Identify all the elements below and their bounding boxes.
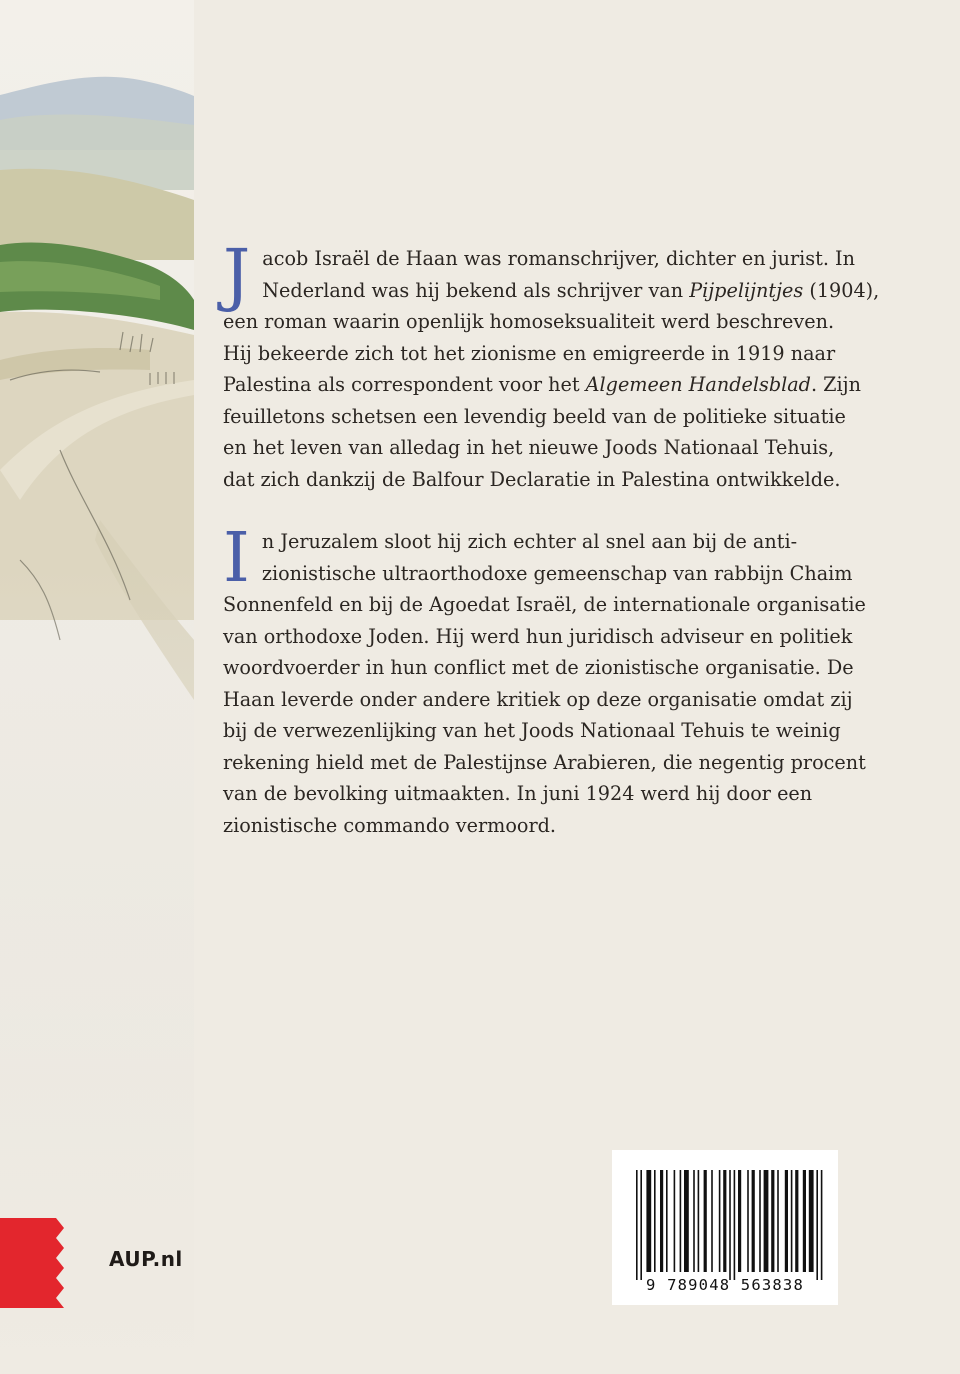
barcode-bar (684, 1170, 689, 1272)
barcode-bar (640, 1170, 642, 1280)
text-line: acob Israël de Haan was romanschrijver, dichter en jurist. In (262, 247, 855, 270)
barcode-bar (816, 1170, 818, 1280)
barcode-bar (723, 1170, 726, 1272)
barcode-bar (821, 1170, 823, 1280)
barcode-bar (734, 1170, 736, 1280)
publisher-stamp-icon (0, 1218, 64, 1308)
text-line: een roman waarin openlijk homoseksualiteit werd beschreven. (223, 310, 835, 333)
barcode-bar (698, 1170, 700, 1272)
text-line: Sonnenfeld en bij de Agoedat Israël, de internationale organisatie (223, 593, 866, 616)
dropcap-j: J (223, 236, 251, 315)
barcode-bar (729, 1170, 731, 1280)
barcode-bar (785, 1170, 788, 1272)
barcode-bar (654, 1170, 656, 1272)
text-line: Hij bekeerde zich tot het zionisme en emigreerde in 1919 naar (223, 341, 836, 365)
barcode-bar (771, 1170, 774, 1272)
text-line: zionistische commando vermoord. (223, 813, 557, 837)
paragraph-1 (223, 236, 880, 495)
isbn-number: 9 789048 563838 (646, 1276, 804, 1294)
barcode-bar (809, 1170, 814, 1272)
barcode-bar (803, 1170, 806, 1272)
barcode-bar (711, 1170, 713, 1272)
barcode-bar (719, 1170, 721, 1272)
newspaper-title: Algemeen Handelsblad (585, 373, 811, 396)
barcode-bar (764, 1170, 769, 1272)
barcode-bar (759, 1170, 761, 1272)
barcode-bar (636, 1170, 638, 1280)
barcode-bar (693, 1170, 695, 1272)
barcode-bar (752, 1170, 755, 1272)
barcode-bar (660, 1170, 663, 1272)
barcode-bar (795, 1170, 798, 1272)
text-line: rekening hield met de Palestijnse Arabieren, die negentig procent (223, 750, 866, 774)
paragraph-2 (223, 519, 866, 841)
book-title: Pijpelijntjes (689, 278, 804, 302)
blurb (223, 236, 880, 841)
dropcap-i: I (223, 519, 250, 598)
barcode-bar (666, 1170, 668, 1272)
text-line: zionistische ultraorthodoxe gemeenschap van rabbijn Chaim (261, 561, 853, 585)
barcode-bar (738, 1170, 741, 1272)
barcode-bar (777, 1170, 779, 1272)
barcode-bar (791, 1170, 793, 1272)
text-line: woordvoerder in hun conflict met de zionistische organisatie. De (223, 656, 854, 679)
barcode-bar (704, 1170, 707, 1272)
text-line: Palestina als correspondent voor het Algemeen Handelsblad. Zijn (223, 373, 861, 396)
text-line: bij de verwezenlijking van het Joods Nationaal Tehuis te weinig (223, 719, 841, 742)
barcode-bar (680, 1170, 682, 1272)
isbn-barcode (612, 1150, 838, 1305)
barcode-bar (646, 1170, 651, 1272)
text-line: Nederland was hij bekend als schrijver van Pijpelijntjes (1904), (262, 278, 880, 302)
text-line: n Jeruzalem sloot hij zich echter al snel aan bij de anti- (261, 530, 798, 553)
barcode-bar (674, 1170, 676, 1272)
landscape-painting (0, 0, 194, 1374)
publisher-website[interactable]: AUP.nl (109, 1247, 183, 1271)
barcode-bar (747, 1170, 749, 1272)
text-line: Haan leverde onder andere kritiek op deze organisatie omdat zij (223, 687, 853, 711)
text-line: van de bevolking uitmaakten. In juni 1924 werd hij door een (223, 782, 813, 805)
text-line: feuilletons schetsen een levendig beeld van de politieke situatie (223, 404, 846, 428)
text-line: van orthodoxe Joden. Hij werd hun juridisch adviseur en politiek (223, 624, 853, 648)
text-line: dat zich dankzij de Balfour Declaratie in Palestina ontwikkelde. (223, 467, 841, 491)
text-line: en het leven van alledag in het nieuwe Joods Nationaal Tehuis, (223, 436, 835, 459)
